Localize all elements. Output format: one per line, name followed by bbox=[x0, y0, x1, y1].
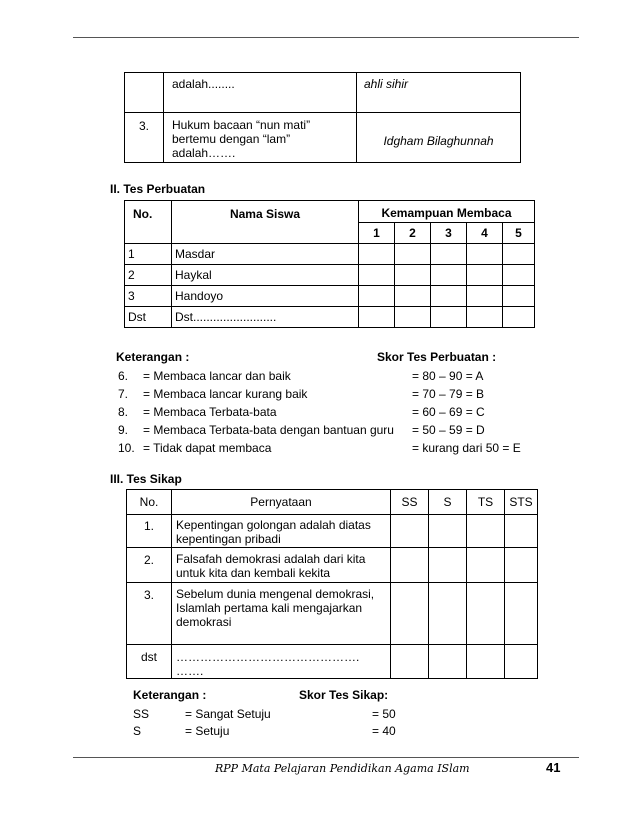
question-line: Hukum bacaan “nun mati” bbox=[172, 118, 311, 132]
score-cell[interactable] bbox=[395, 307, 431, 328]
row-number: 3 bbox=[125, 286, 172, 307]
statement-cell bbox=[172, 645, 391, 679]
header-statement: Pernyataan bbox=[172, 490, 391, 515]
answer-cell[interactable] bbox=[429, 645, 467, 679]
answer-cell: ahli sihir bbox=[357, 73, 521, 113]
row-number: Dst bbox=[125, 307, 172, 328]
question-line: bertemu dengan “lam” bbox=[172, 132, 291, 146]
answer-cell[interactable] bbox=[505, 645, 538, 679]
header-no: No. bbox=[127, 490, 172, 515]
legend-item-score: = 70 – 79 = B bbox=[412, 387, 485, 401]
legend-item-score: = 40 bbox=[372, 724, 396, 738]
section-title: III. Tes Sikap bbox=[110, 472, 182, 486]
table-header-row bbox=[125, 201, 535, 223]
table-row bbox=[125, 265, 535, 286]
legend-item-desc: = Membaca Terbata-bata bbox=[143, 405, 277, 419]
table-row bbox=[125, 307, 535, 328]
legend-item-code: S bbox=[133, 724, 142, 738]
question-cell: adalah........ bbox=[164, 73, 357, 113]
row-number: 1 bbox=[125, 244, 172, 265]
statement-line: Sebelum dunia mengenal demokrasi, bbox=[176, 587, 375, 601]
legend-item-desc: = Sangat Setuju bbox=[185, 707, 271, 721]
score-cell[interactable] bbox=[395, 286, 431, 307]
legend-item-desc: = Membaca Terbata-bata dengan bantuan guru bbox=[143, 423, 394, 437]
legend-item-score: = 80 – 90 = A bbox=[412, 369, 484, 383]
legend-item-number: 9. bbox=[118, 423, 129, 437]
student-name: Masdar bbox=[172, 244, 359, 265]
statement-line: ……. bbox=[176, 664, 204, 678]
table-row bbox=[127, 515, 538, 548]
student-name: Haykal bbox=[172, 265, 359, 286]
answer-cell[interactable] bbox=[505, 583, 538, 645]
score-cell[interactable] bbox=[431, 265, 467, 286]
legend-item-number: 6. bbox=[118, 369, 129, 383]
table-row bbox=[125, 113, 521, 163]
legend-item-code: SS bbox=[133, 707, 150, 721]
score-cell[interactable] bbox=[359, 286, 395, 307]
score-header: 5 bbox=[503, 223, 535, 244]
answer-cell[interactable] bbox=[505, 548, 538, 583]
attitude-table bbox=[126, 489, 538, 679]
legend-item-score: = 60 – 69 = C bbox=[412, 405, 485, 419]
score-cell[interactable] bbox=[431, 286, 467, 307]
table-row bbox=[125, 244, 535, 265]
row-number: 2 bbox=[125, 265, 172, 286]
statement-line: Falsafah demokrasi adalah dari kita bbox=[176, 552, 366, 566]
statement-cell bbox=[172, 548, 391, 583]
statement-line: demokrasi bbox=[176, 615, 232, 629]
row-number: 1. bbox=[127, 515, 172, 548]
header-ss: SS bbox=[391, 490, 429, 515]
legend-item-number: 10. bbox=[118, 441, 135, 455]
score-legend-label: Skor Tes Perbuatan : bbox=[377, 350, 497, 364]
table-row bbox=[127, 548, 538, 583]
score-header: 3 bbox=[431, 223, 467, 244]
legend-item-score: = 50 bbox=[372, 707, 396, 721]
legend-item-score: = kurang dari 50 = E bbox=[412, 441, 521, 455]
section-title: II. Tes Perbuatan bbox=[110, 182, 206, 196]
legend-item-desc: = Tidak dapat membaca bbox=[143, 441, 272, 455]
row-number bbox=[125, 73, 164, 113]
legend-item-number: 7. bbox=[118, 387, 129, 401]
score-cell[interactable] bbox=[467, 286, 503, 307]
header-no: No. bbox=[125, 201, 172, 244]
statement-line: Islamlah pertama kali mengajarkan bbox=[176, 601, 363, 615]
statement-cell bbox=[172, 515, 391, 548]
answer-cell[interactable] bbox=[429, 515, 467, 548]
answer-cell[interactable] bbox=[505, 515, 538, 548]
row-number: 3. bbox=[125, 113, 164, 163]
question-table bbox=[124, 72, 521, 163]
table-row bbox=[125, 73, 521, 113]
top-rule bbox=[73, 37, 579, 38]
score-cell[interactable] bbox=[359, 307, 395, 328]
score-cell[interactable] bbox=[395, 265, 431, 286]
answer-cell[interactable] bbox=[467, 548, 505, 583]
table-row bbox=[127, 645, 538, 679]
score-header: 4 bbox=[467, 223, 503, 244]
answer-cell[interactable] bbox=[467, 515, 505, 548]
table-row bbox=[127, 583, 538, 645]
question-cell bbox=[164, 113, 357, 163]
row-number: 2. bbox=[127, 548, 172, 583]
student-name: Handoyo bbox=[172, 286, 359, 307]
score-cell[interactable] bbox=[503, 307, 535, 328]
answer-cell[interactable] bbox=[391, 645, 429, 679]
score-cell[interactable] bbox=[467, 244, 503, 265]
row-number: dst bbox=[127, 645, 172, 679]
answer-cell[interactable] bbox=[391, 548, 429, 583]
score-cell[interactable] bbox=[395, 244, 431, 265]
legend-item-desc: = Membaca lancar kurang baik bbox=[143, 387, 308, 401]
table-header-row bbox=[127, 490, 538, 515]
legend-label: Keterangan : bbox=[133, 688, 207, 702]
answer-cell: Idgham Bilaghunnah bbox=[357, 113, 521, 163]
answer-cell[interactable] bbox=[391, 583, 429, 645]
answer-cell[interactable] bbox=[467, 645, 505, 679]
table-row bbox=[125, 286, 535, 307]
header-ts: TS bbox=[467, 490, 505, 515]
score-cell[interactable] bbox=[431, 307, 467, 328]
legend-item-desc: = Setuju bbox=[185, 724, 230, 738]
header-sts: STS bbox=[505, 490, 538, 515]
score-header: 2 bbox=[395, 223, 431, 244]
footer-rule bbox=[73, 757, 579, 758]
student-name: Dst......................... bbox=[172, 307, 359, 328]
score-cell[interactable] bbox=[359, 265, 395, 286]
reading-table bbox=[124, 200, 535, 328]
question-line: adalah……. bbox=[172, 146, 236, 160]
legend-label: Keterangan : bbox=[116, 350, 190, 364]
legend-item-score: = 50 – 59 = D bbox=[412, 423, 485, 437]
legend-item-desc: = Membaca lancar dan baik bbox=[143, 369, 291, 383]
statement-line: Kepentingan golongan adalah diatas bbox=[176, 518, 371, 532]
answer-cell[interactable] bbox=[467, 583, 505, 645]
statement-line: kepentingan pribadi bbox=[176, 532, 281, 546]
answer-cell[interactable] bbox=[429, 583, 467, 645]
score-cell[interactable] bbox=[359, 244, 395, 265]
statement-line: untuk kita dan kembali kekita bbox=[176, 566, 331, 580]
legend-item-number: 8. bbox=[118, 405, 129, 419]
header-s: S bbox=[429, 490, 467, 515]
statement-cell bbox=[172, 583, 391, 645]
page-number: 41 bbox=[546, 760, 561, 775]
statement-line: ………………………………………. bbox=[176, 650, 360, 664]
answer-cell[interactable] bbox=[429, 548, 467, 583]
score-cell[interactable] bbox=[503, 244, 535, 265]
score-cell[interactable] bbox=[467, 307, 503, 328]
header-ability: Kemampuan Membaca bbox=[359, 201, 535, 223]
score-cell[interactable] bbox=[503, 265, 535, 286]
answer-cell[interactable] bbox=[391, 515, 429, 548]
score-cell[interactable] bbox=[503, 286, 535, 307]
footer-title: RPP Mata Pelajaran Pendidikan Agama ISlam bbox=[215, 762, 470, 775]
score-legend-label: Skor Tes Sikap: bbox=[299, 688, 389, 702]
score-cell[interactable] bbox=[431, 244, 467, 265]
score-header: 1 bbox=[359, 223, 395, 244]
row-number: 3. bbox=[127, 583, 172, 645]
header-name: Nama Siswa bbox=[172, 201, 359, 244]
score-cell[interactable] bbox=[467, 265, 503, 286]
